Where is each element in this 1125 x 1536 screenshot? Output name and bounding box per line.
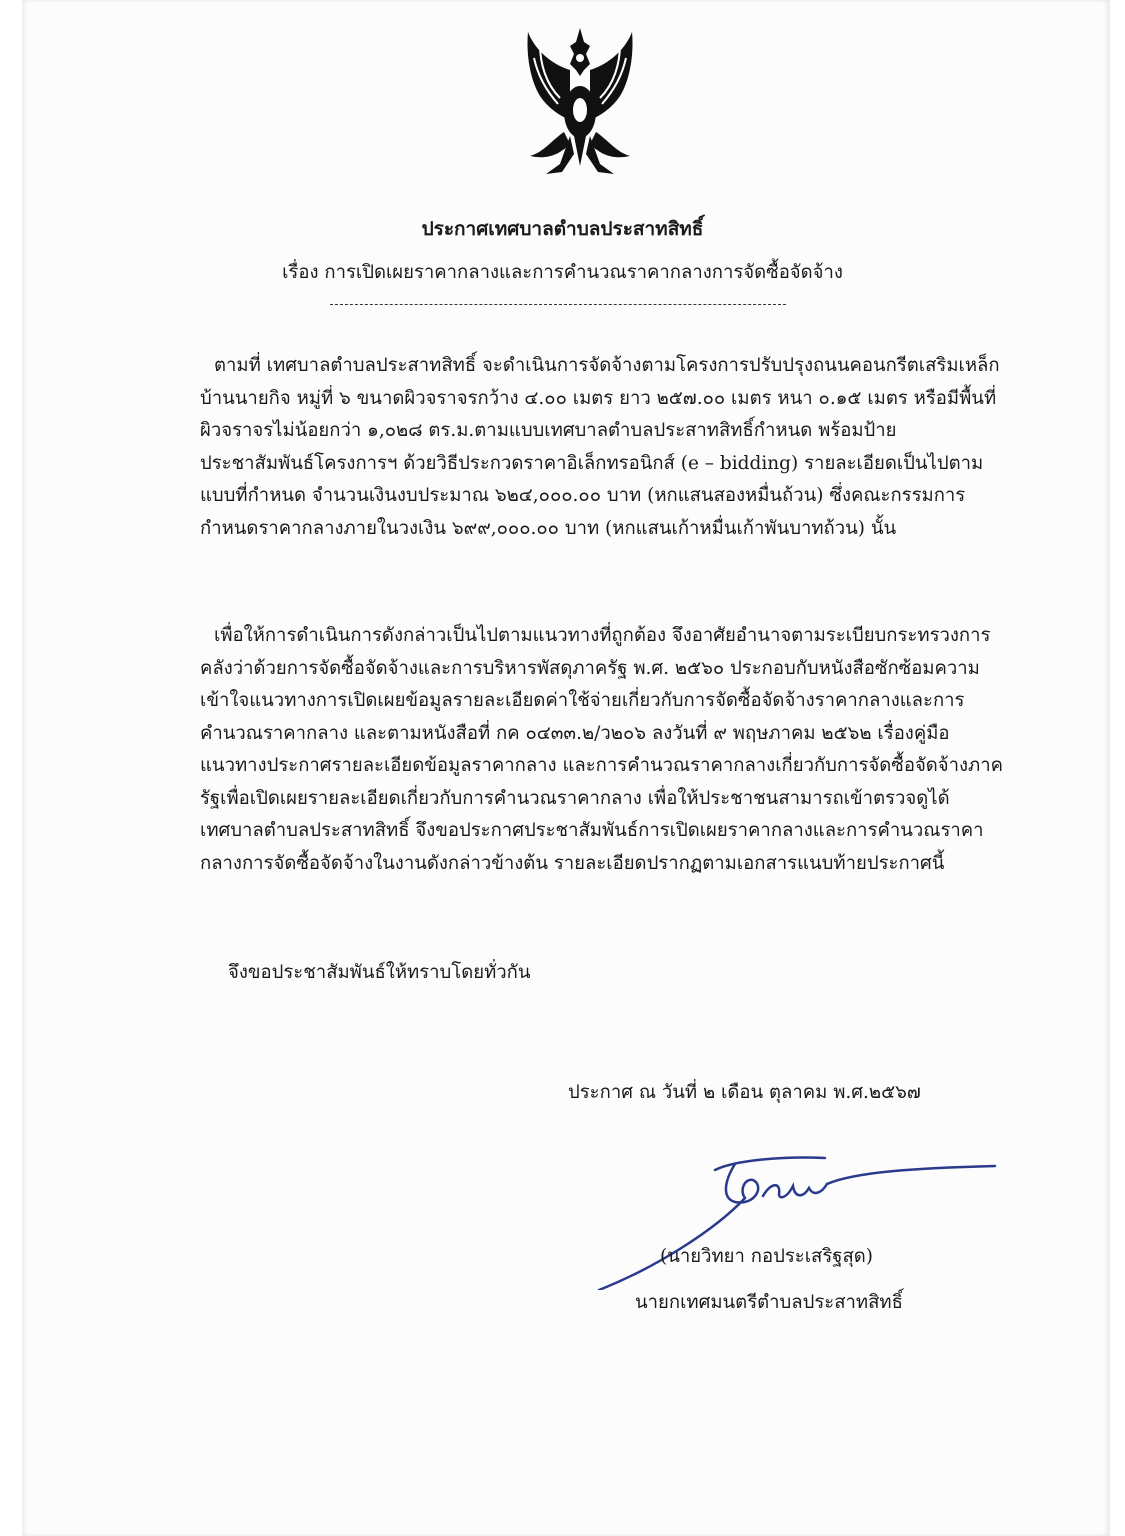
paragraph-1-text: ตามที่ เทศบาลตำบลประสาทสิทธิ์ จะดำเนินการจัดจ้างตามโครงการปรับปรุงถนนคอนกรีตเสริมเหล็ก บ้านนายกิจ หมู่ที่ ๖ ขนาดผิวจราจรกว้าง ๔.๐๐ เมตร ยาว ๒๕๗.๐๐ เมตร หนา ๐.๑๕ เมตร หรือมีพื้นที่ผิวจราจรไม่น้อยกว่า ๑,๐๒๘ ตร.ม.ตามแบบเทศบาลตำบลประสาทสิทธิ์กำหนด พร้อมป้ายประชาสัมพันธ์โครงการฯ ด้วยวิธีประกวดราคาอิเล็กทรอนิกส์ (e – bidding) รายละเอียดเป็นไปตามแบบที่กำหนด จำนวนเงินงบประมาณ ๖๒๔,๐๐๐.๐๐ บาท (หกแสนสองหมื่นถ้วน) ซึ่งคณะกรรมการกำหนดราคากลางภายในวงเงิน ๖๙๙,๐๐๐.๐๐ บาท (หกแสนเก้าหมื่นเก้าพันบาทถ้วน) นั้น (200, 355, 1000, 539)
signer-name: (นายวิทยา กอประเสริฐสุด) (660, 1246, 873, 1267)
body-paragraph-2 (200, 620, 1010, 880)
body-paragraph-1 (200, 350, 1010, 545)
announcement-date: ประกาศ ณ วันที่ ๒ เดือน ตุลาคม พ.ศ.๒๕๖๗ (568, 1082, 921, 1103)
closing-statement: จึงขอประชาสัมพันธ์ให้ทราบโดยทั่วกัน (228, 962, 531, 983)
garuda-emblem-icon (500, 24, 660, 184)
announcement-title: ประกาศเทศบาลตำบลประสาทสิทธิ์ (421, 218, 704, 240)
divider-line (330, 304, 786, 305)
announcement-subject: เรื่อง การเปิดเผยราคากลางและการคำนวณราคากลางการจัดซื้อจัดจ้าง (282, 262, 843, 283)
paragraph-2-text: เพื่อให้การดำเนินการดังกล่าวเป็นไปตามแนวทางที่ถูกต้อง จึงอาศัยอำนาจตามระเบียบกระทรวงการคลังว่าด้วยการจัดซื้อจัดจ้างและการบริหารพัสดุภาครัฐ พ.ศ. ๒๕๖๐ ประกอบกับหนังสือซักซ้อมความเข้าใจแนวทางการเปิดเผยข้อมูลรายละเอียดค่าใช้จ่ายเกี่ยวกับการจัดซื้อจัดจ้างราคากลางและการคำนวณราคากลาง และตามหนังสือที่ กค ๐๔๓๓.๒/ว๒๐๖ ลงวันที่ ๙ พฤษภาคม ๒๕๖๒ เรื่องคู่มือแนวทางประกาศรายละเอียดข้อมูลราคากลาง และการคำนวณราคากลางเกี่ยวกับการจัดซื้อจัดจ้างภาครัฐเพื่อเปิดเผยรายละเอียดเกี่ยวกับการคำนวณราคากลาง เพื่อให้ประชาชนสามารถเข้าตรวจดูได้ เทศบาลตำบลประสาทสิทธิ์ จึงขอประกาศประชาสัมพันธ์การเปิดเผยราคากลางและการคำนวณราคากลางการจัดซื้อจัดจ้างในงานดังกล่าวข้างต้น รายละเอียดปรากฏตามเอกสารแนบท้ายประกาศนี้ (200, 625, 1004, 874)
signer-title: นายกเทศมนตรีตำบลประสาทสิทธิ์ (635, 1292, 903, 1313)
